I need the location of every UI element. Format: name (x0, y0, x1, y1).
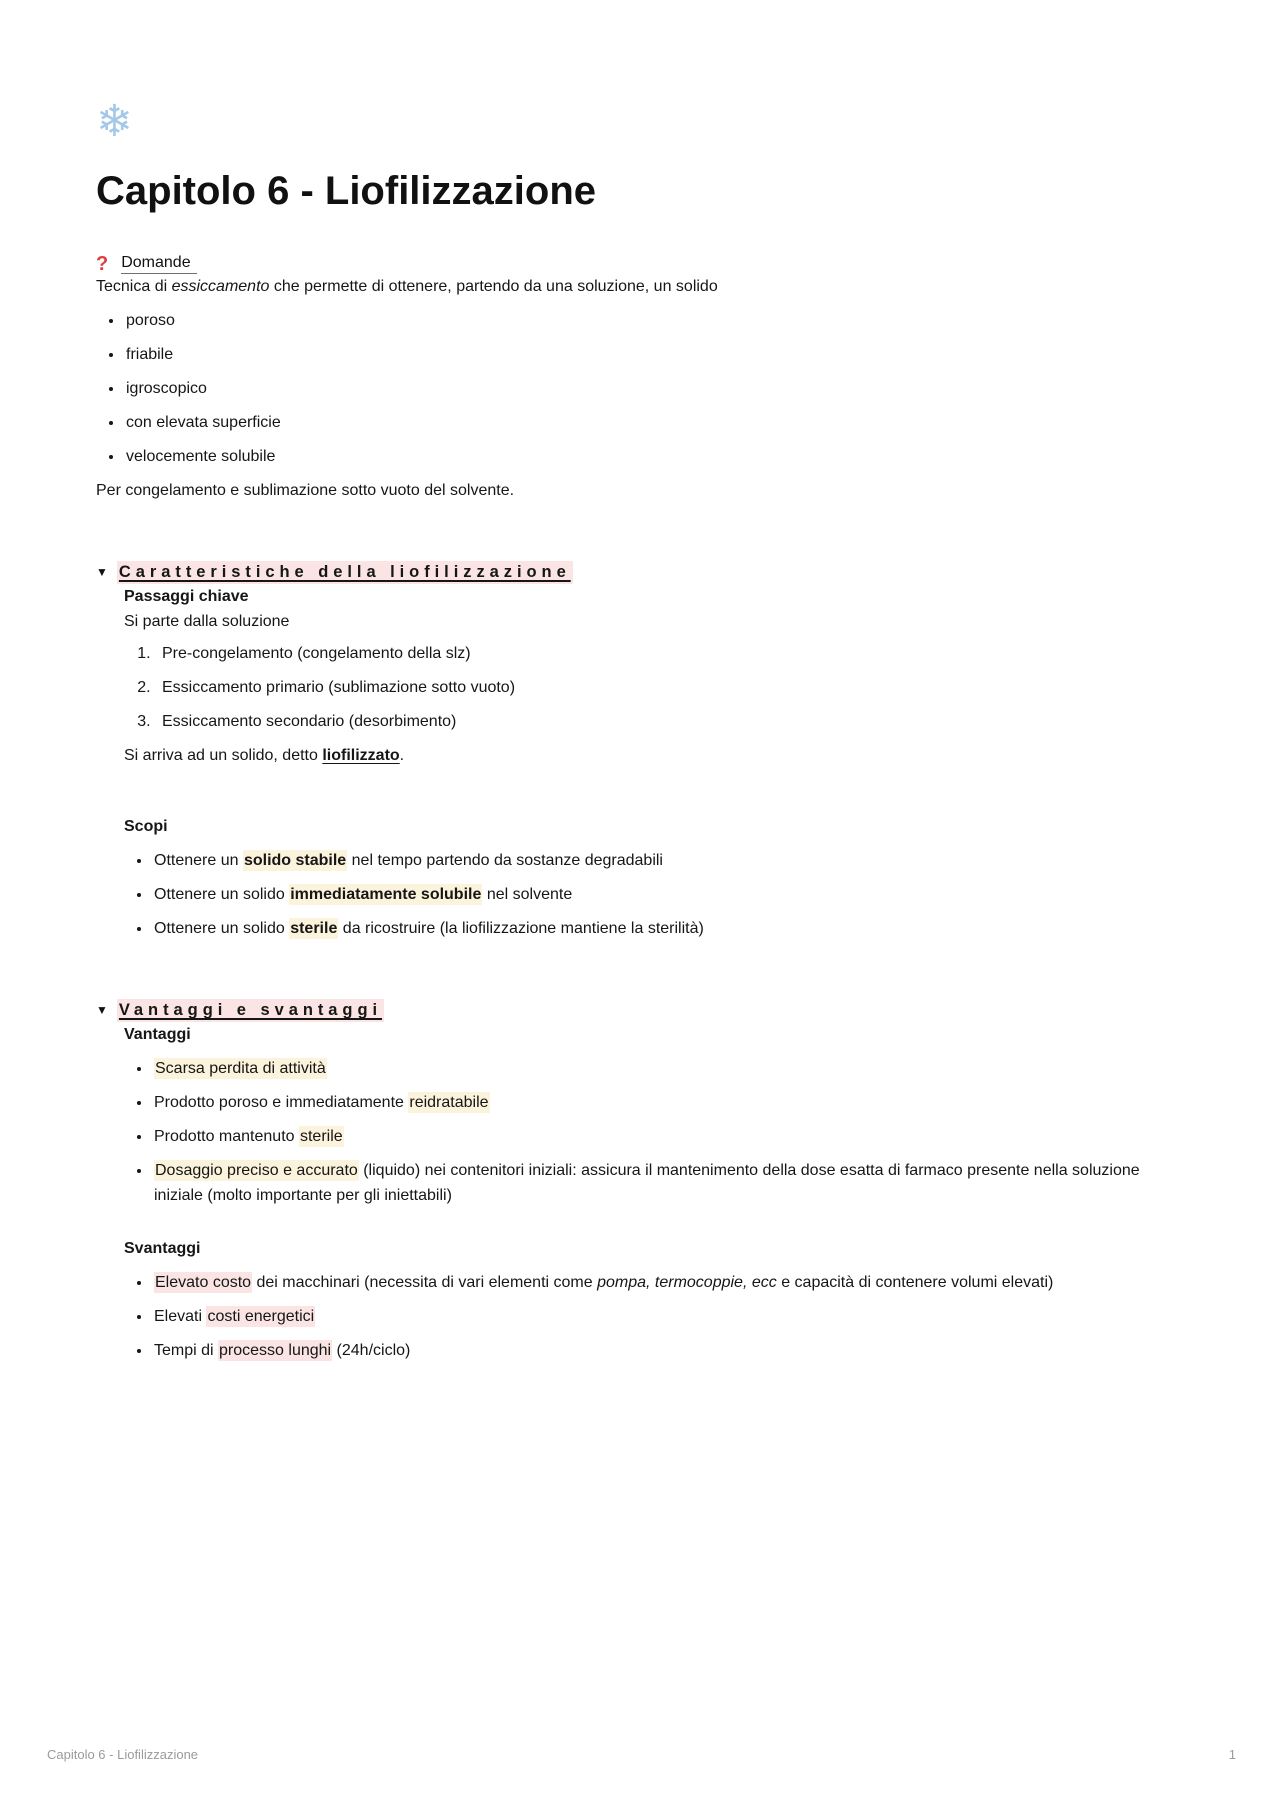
passaggi-lead: Si parte dalla soluzione (124, 613, 290, 630)
section-heading-caratteristiche[interactable]: Caratteristiche della liofilizzazione (117, 561, 573, 584)
page-footer (47, 1747, 1236, 1762)
page-title: Capitolo 6 - Liofilizzazione (96, 169, 596, 213)
toggle-vantaggi[interactable] (96, 999, 1184, 1022)
highlighted-term: Elevato costo (155, 1274, 252, 1291)
list-item: • velocemente solubile (124, 444, 1184, 469)
intro-outro-paragraph: Per congelamento e sublimazione sotto vuoto del solvente. (96, 482, 515, 499)
result-post: . (399, 747, 405, 764)
vantaggi-content (124, 1022, 1184, 1363)
seg-mid: dei macchinari (necessita di vari elementi come (252, 1274, 598, 1291)
list-item: • friabile (124, 342, 1184, 367)
seg-pre: Tempi di (154, 1342, 219, 1359)
seg-italic: pompa, termocoppie, ecc (597, 1274, 777, 1291)
scopi-list (124, 848, 1184, 941)
domande-link-label[interactable]: Domande (121, 254, 196, 274)
section-caratteristiche (96, 561, 1184, 941)
list-item (152, 1124, 1184, 1149)
list-item (152, 1158, 1184, 1208)
result-pre: Si arriva ad un solido, detto (124, 747, 323, 764)
highlighted-term: costi energetici (207, 1308, 315, 1325)
seg-post: (liquido) nei contenitori iniziali: assicura il mantenimento della dose esatta di farmaco presente nella soluzione iniziale (molto importante per gli iniettabili) (154, 1162, 1140, 1204)
section-vantaggi-svantaggi (96, 999, 1184, 1363)
footer-page-number: 1 (1228, 1747, 1236, 1762)
seg-pre: Ottenere un solido (154, 920, 290, 937)
domande-link[interactable] (96, 254, 1184, 274)
highlighted-term: reidratabile (409, 1094, 489, 1111)
solid-properties-list (96, 308, 1184, 469)
list-item: • poroso (124, 308, 1184, 333)
highlighted-term: sterile (299, 1128, 343, 1145)
toggle-caret-icon[interactable]: ▼ (96, 1003, 108, 1017)
seg-post: nel tempo partendo da sostanze degradabili (347, 852, 663, 869)
highlighted-term: Scarsa perdita di attività (155, 1060, 326, 1077)
step-item: 2. Essiccamento primario (sublimazione sotto vuoto) (155, 675, 1184, 700)
seg-pre: Ottenere un solido (154, 886, 290, 903)
question-mark-icon: ? (96, 253, 109, 275)
highlighted-term: sterile (290, 920, 338, 937)
seg-pre: Elevati (154, 1308, 207, 1325)
seg-pre: Prodotto mantenuto (154, 1128, 299, 1145)
list-item (152, 1338, 1184, 1363)
highlighted-term: immediatamente solubile (290, 886, 482, 903)
scopi-heading: Scopi (124, 818, 168, 835)
snowflake-icon: ❄ (96, 97, 133, 146)
list-item (152, 916, 1184, 941)
vantaggi-heading: Vantaggi (124, 1026, 191, 1043)
highlighted-term: Dosaggio preciso e accurato (155, 1162, 358, 1179)
list-item: • con elevata superficie (124, 410, 1184, 435)
passaggi-result (124, 743, 1184, 768)
seg-post: (24h/ciclo) (332, 1342, 411, 1359)
seg-post: e capacità di contenere volumi elevati) (776, 1274, 1054, 1291)
toggle-caratteristiche[interactable] (96, 561, 1184, 584)
seg-post: nel solvente (482, 886, 573, 903)
list-item (152, 1270, 1184, 1295)
vantaggi-list (124, 1056, 1184, 1208)
highlighted-term: solido stabile (243, 852, 347, 869)
passaggi-chiave-heading: Passaggi chiave (124, 588, 249, 605)
list-item (152, 1056, 1184, 1081)
footer-document-title: Capitolo 6 - Liofilizzazione (47, 1747, 199, 1762)
toggle-caret-icon[interactable]: ▼ (96, 565, 108, 579)
intro-pre: Tecnica di (96, 278, 172, 295)
highlighted-term: processo lunghi (219, 1342, 332, 1359)
list-item (152, 1304, 1184, 1329)
list-item: • igroscopico (124, 376, 1184, 401)
svantaggi-list (124, 1270, 1184, 1363)
intro-post: che permette di ottenere, partendo da una soluzione, un solido (269, 278, 718, 295)
result-keyword: liofilizzato (322, 747, 400, 764)
intro-paragraph (96, 274, 1184, 299)
list-item (152, 1090, 1184, 1115)
intro-italic: essiccamento (171, 278, 270, 295)
passaggi-steps-list (124, 641, 1184, 734)
list-item (152, 882, 1184, 907)
list-item (152, 848, 1184, 873)
page-icon-row (96, 97, 1184, 146)
svantaggi-heading: Svantaggi (124, 1240, 201, 1257)
seg-pre: Ottenere un (154, 852, 243, 869)
section-heading-vantaggi[interactable]: Vantaggi e svantaggi (117, 999, 384, 1022)
step-item: 1. Pre-congelamento (congelamento della slz) (155, 641, 1184, 666)
caratteristiche-content (124, 584, 1184, 941)
seg-pre: Prodotto poroso e immediatamente (154, 1094, 409, 1111)
step-item: 3. Essiccamento secondario (desorbimento) (155, 709, 1184, 734)
seg-post: da ricostruire (la liofilizzazione mantiene la sterilità) (338, 920, 704, 937)
